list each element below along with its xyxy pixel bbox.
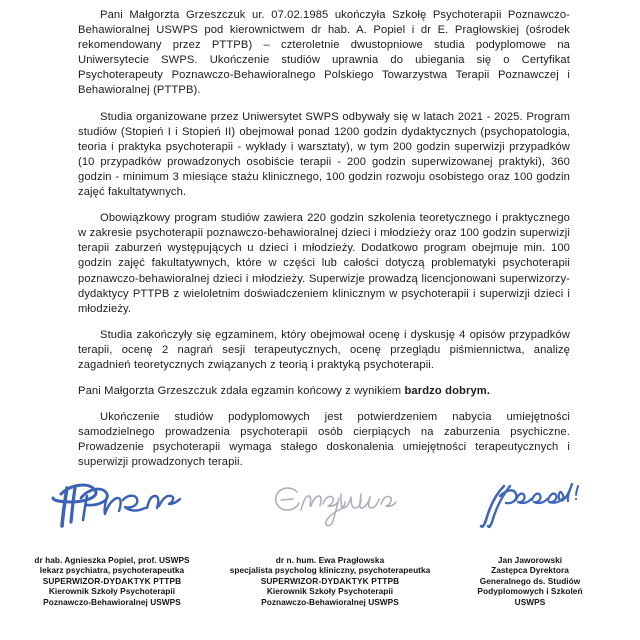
signature-row — [0, 478, 640, 640]
caption-line: Kierownik Szkoły Psychoterapii — [266, 586, 394, 597]
signature-caption-praglowska — [222, 555, 438, 607]
signature-praglowska — [222, 478, 438, 534]
signature-block-popiel — [4, 478, 220, 607]
result-grade-bold: bardzo dobrym. — [404, 385, 491, 398]
paragraph-3: Obowiązkowy program studiów zawiera 220 godzin szkolenia teoretycznego i praktycznego w zakresie psychoterapii poznawczo-behawioralnej dzieci i młodzieży oraz 100 godzin superwizji terapii zaburzeń występujących u dzieci i młodzieży. Dodatkowo program obejmuje min. 100 godzin zajęć fakultatywnych, które w części lub całości dotyczą problematyki psychoterapii poznawczo-behawioralnej dzieci i młodzieży. Superwizje prowadzą licencjonowani superwizorzy-dydaktycy PTTPB z wieloletnim doświadczeniem klinicznym w psychoterapii i superwizji dzieci i młodzieży. — [78, 212, 570, 315]
document-body — [78, 8, 570, 482]
caption-line: Poznawczo-Behawioralnej USWPS — [261, 596, 399, 607]
paragraph-5-result — [78, 384, 570, 399]
caption-line: specjalista psycholog kliniczny, psychoterapeutka — [229, 565, 431, 576]
caption-line: Generalnego ds. Studiów — [479, 575, 581, 586]
signature-block-jaworowski — [430, 478, 630, 607]
paragraph-6: Ukończenie studiów podyplomowych jest potwierdzeniem nabycia umiejętności samodzielnego prowadzenia psychoterapii osób cierpiących na zaburzenia psychiczne. Prowadzenie psychoterapii wymaga stałego doskonalenia umiejętności terapeutycznych i superwizji prowadzonych terapii. — [78, 411, 570, 469]
caption-line: SUPERWIZOR-DYDAKTYK PTTPB — [260, 575, 400, 586]
caption-line: Poznawczo-Behawioralnej USWPS — [43, 596, 181, 607]
caption-line: USWPS — [514, 596, 546, 607]
signature-block-praglowska — [222, 478, 438, 607]
paragraph-4: Studia zakończyły się egzaminem, który obejmował ocenę i dyskusję 4 opisów przypadków terapii, ocenę 2 nagrań sesji terapeutycznych, ocenę przeglądu piśmiennictwa, analizę zagadnień teoretycznych związanych z teorią i praktyką psychoterapii. — [78, 328, 570, 371]
caption-line: Kierownik Szkoły Psychoterapii — [48, 586, 176, 597]
signature-caption-jaworowski — [430, 555, 630, 607]
caption-line: Jan Jaworowski — [497, 555, 563, 565]
caption-line: dr n. hum. Ewa Pragłowska — [275, 555, 385, 565]
caption-line: Podyplomowych i Szkoleń — [477, 586, 583, 597]
signature-caption-popiel — [4, 555, 220, 607]
caption-line: dr hab. Agnieszka Popiel, prof. USWPS — [34, 555, 190, 565]
caption-line: SUPERWIZOR-DYDAKTYK PTTPB — [42, 575, 182, 586]
caption-line: lekarz psychiatra, psychoterapeutka — [39, 565, 185, 576]
signature-popiel — [4, 478, 220, 534]
signature-jaworowski — [430, 478, 630, 534]
paragraph-2: Studia organizowane przez Uniwersytet SWPS odbywały się w latach 2021 - 2025. Program studiów (Stopień I i Stopień II) obejmował ponad 1200 godzin dydaktycznych (psychopatologia, teoria i praktyka psychoterapii - wykłady i warsztaty), w tym 200 godzin superwizji przypadków (10 przypadków prowadzonych osobiście terapii - 200 godzin superwizowanej praktyki), 360 godzin - minimum 3 miesiące stażu klinicznego, 100 godzin rozwoju osobistego oraz 100 godzin zajęć fakultatywnych. — [78, 110, 570, 199]
paragraph-1: Pani Małgorzta Grzeszczuk ur. 07.02.1985 ukończyła Szkołę Psychoterapii Poznawczo-Behawioralnej USWPS pod kierownictwem dr hab. A. Popiel i dr E. Pragłowskiej (ośrodek rekomendowany przez PTTPB) – czteroletnie dwustopniowe studia podyplomowe na Uniwersytecie SWPS. Ukończenie studiów uprawnia do ubiegania się o Certyfikat Psychoterapeuty Poznawczo-Behawioralnego Polskiego Towarzystwa Terapii Poznawczej i Behawioralnej (PTTPB). — [78, 9, 570, 97]
result-lead-text: Pani Małgorzta Grzeszczuk zdała egzamin końcowy z wynikiem — [78, 385, 405, 398]
caption-line: Zastępca Dyrektora — [491, 565, 569, 576]
